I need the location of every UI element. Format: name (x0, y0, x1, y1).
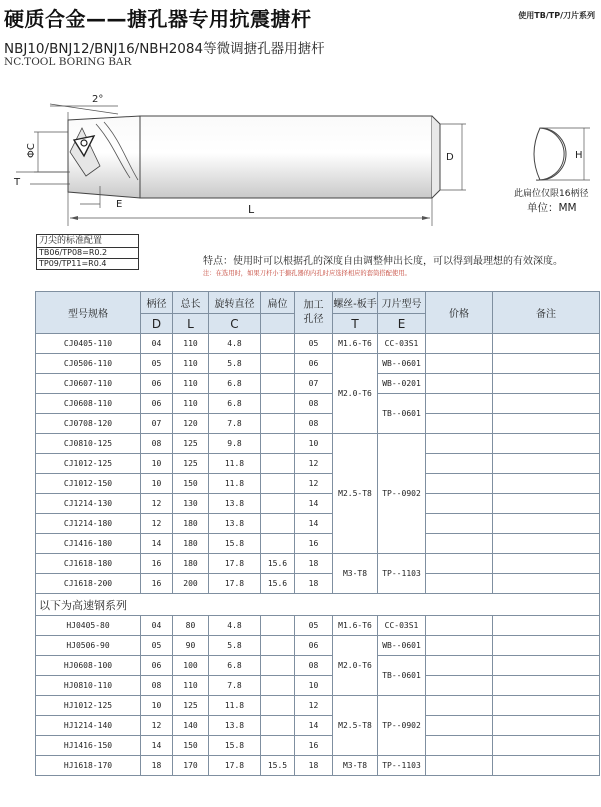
header-remark: 备注 (493, 292, 600, 334)
flat-cell (261, 494, 295, 514)
flat-cell (261, 716, 295, 736)
feature-text: 特点：使用时可以根据孔的深度自由调整伸出长度，可以得到最理想的有效深度。 (203, 256, 563, 267)
length-cell: 125 (173, 696, 209, 716)
flat-shank-note: 此扁位仅限16柄径 (514, 189, 589, 199)
insert-cell: TP--0902 (378, 696, 426, 756)
angle-label: 2° (92, 94, 104, 105)
header-l: L (173, 314, 209, 334)
remark-cell (493, 354, 600, 374)
tip-config-title: 刀尖的标准配置 (39, 236, 103, 246)
shank-cell: 05 (141, 636, 173, 656)
table-row (36, 554, 600, 574)
length-cell: 150 (173, 736, 209, 756)
model-cell: CJ1618-180 (36, 554, 141, 574)
shank-cell: 16 (141, 554, 173, 574)
remark-cell (493, 656, 600, 676)
shank-cell: 16 (141, 574, 173, 594)
model-cell: HJ1012-125 (36, 696, 141, 716)
hole-cell: 06 (295, 636, 333, 656)
price-cell (426, 414, 493, 434)
screw-cell: M3-T8 (333, 756, 378, 776)
table-row (36, 636, 600, 656)
table-row (36, 756, 600, 776)
hole-cell: 08 (295, 656, 333, 676)
flat-cell (261, 394, 295, 414)
model-cell: HJ1214-140 (36, 716, 141, 736)
header-model: 型号规格 (36, 292, 141, 334)
length-cell: 180 (173, 534, 209, 554)
swing-cell: 13.8 (209, 494, 261, 514)
header-flat: 扁位 (261, 292, 295, 314)
price-cell (426, 696, 493, 716)
remark-cell (493, 554, 600, 574)
swing-cell: 7.8 (209, 676, 261, 696)
price-cell (426, 474, 493, 494)
insert-cell: WB--0601 (378, 354, 426, 374)
length-cell: 180 (173, 554, 209, 574)
hole-cell: 14 (295, 514, 333, 534)
length-cell: 80 (173, 616, 209, 636)
model-cell: CJ0506-110 (36, 354, 141, 374)
price-cell (426, 354, 493, 374)
e-label: E (116, 199, 123, 210)
model-cell: CJ0405-110 (36, 334, 141, 354)
model-cell: CJ1214-180 (36, 514, 141, 534)
shank-cell: 04 (141, 616, 173, 636)
series-label: 使用TB/TP/刀片系列 (518, 11, 595, 20)
price-cell (426, 454, 493, 474)
shank-cell: 08 (141, 434, 173, 454)
table-row (36, 514, 600, 534)
hole-cell: 12 (295, 696, 333, 716)
price-cell (426, 554, 493, 574)
flat-cell (261, 676, 295, 696)
header-e: E (378, 314, 426, 334)
shank-cell: 14 (141, 736, 173, 756)
swing-cell: 17.8 (209, 574, 261, 594)
remark-cell (493, 494, 600, 514)
remark-cell (493, 414, 600, 434)
remark-cell (493, 616, 600, 636)
remark-cell (493, 454, 600, 474)
shank-cell: 10 (141, 474, 173, 494)
flat-cell (261, 736, 295, 756)
flat-cell (261, 616, 295, 636)
hole-cell: 08 (295, 394, 333, 414)
table-row (36, 434, 600, 454)
price-cell (426, 636, 493, 656)
screw-cell: M2.5-T8 (333, 434, 378, 554)
header-length: 总长 (173, 292, 209, 314)
header-c: C (209, 314, 261, 334)
flat-cell (261, 354, 295, 374)
remark-cell (493, 514, 600, 534)
swing-cell: 4.8 (209, 334, 261, 354)
model-cell: CJ1214-130 (36, 494, 141, 514)
flat-cell (261, 514, 295, 534)
flat-cell (261, 334, 295, 354)
hole-cell: 18 (295, 756, 333, 776)
price-cell (426, 514, 493, 534)
price-cell (426, 656, 493, 676)
length-cell: 110 (173, 676, 209, 696)
length-cell: 90 (173, 636, 209, 656)
price-cell (426, 434, 493, 454)
header-shank: 柄径 (141, 292, 173, 314)
model-cell: CJ1012-125 (36, 454, 141, 474)
length-cell: 125 (173, 434, 209, 454)
price-cell (426, 676, 493, 696)
table-row (36, 656, 600, 676)
hole-cell: 08 (295, 414, 333, 434)
english-subtitle: NC.TOOL BORING BAR (4, 56, 132, 68)
table-row (36, 616, 600, 636)
length-cell: 120 (173, 414, 209, 434)
swing-cell: 5.8 (209, 354, 261, 374)
swing-cell: 9.8 (209, 434, 261, 454)
swing-cell: 4.8 (209, 616, 261, 636)
length-cell: 150 (173, 474, 209, 494)
swing-cell: 7.8 (209, 414, 261, 434)
length-cell: 110 (173, 354, 209, 374)
model-cell: CJ0810-125 (36, 434, 141, 454)
table-row (36, 736, 600, 756)
model-cell: CJ0608-110 (36, 394, 141, 414)
hole-cell: 12 (295, 454, 333, 474)
shank-cell: 06 (141, 374, 173, 394)
flat-cell (261, 434, 295, 454)
insert-cell: TP--0902 (378, 434, 426, 554)
swing-cell: 13.8 (209, 514, 261, 534)
shank-cell: 06 (141, 394, 173, 414)
insert-cell: TB--0601 (378, 394, 426, 434)
hole-cell: 18 (295, 574, 333, 594)
length-cell: 110 (173, 394, 209, 414)
hole-cell: 16 (295, 534, 333, 554)
screw-cell: M3-T8 (333, 554, 378, 594)
flat-cell (261, 534, 295, 554)
table-row (36, 716, 600, 736)
hole-cell: 07 (295, 374, 333, 394)
tip-config-line: TP09/TP11=R0.4 (37, 258, 138, 269)
length-cell: 110 (173, 334, 209, 354)
flat-cell: 15.6 (261, 574, 295, 594)
phi-c-label: ΦC (26, 143, 37, 158)
price-cell (426, 394, 493, 414)
swing-cell: 13.8 (209, 716, 261, 736)
remark-cell (493, 736, 600, 756)
shank-cell: 05 (141, 354, 173, 374)
remark-cell (493, 334, 600, 354)
remark-cell (493, 676, 600, 696)
screw-cell: M1.6-T6 (333, 616, 378, 636)
table-row (36, 534, 600, 554)
header-d: D (141, 314, 173, 334)
model-cell: CJ1416-180 (36, 534, 141, 554)
remark-cell (493, 756, 600, 776)
length-cell: 110 (173, 374, 209, 394)
swing-cell: 17.8 (209, 554, 261, 574)
t-label: T (14, 177, 21, 188)
header-hole: 加工孔径 (295, 292, 333, 334)
swing-cell: 11.8 (209, 696, 261, 716)
remark-cell (493, 696, 600, 716)
swing-cell: 15.8 (209, 534, 261, 554)
insert-cell: TP--1103 (378, 554, 426, 594)
hole-cell: 14 (295, 494, 333, 514)
hole-cell: 18 (295, 554, 333, 574)
shank-cell: 04 (141, 334, 173, 354)
shank-cell: 18 (141, 756, 173, 776)
remark-cell (493, 574, 600, 594)
remark-cell (493, 534, 600, 554)
swing-cell: 6.8 (209, 656, 261, 676)
flat-cell (261, 656, 295, 676)
header-screw: 螺丝-板手 (333, 292, 378, 314)
length-cell: 180 (173, 514, 209, 534)
model-cell: CJ1012-150 (36, 474, 141, 494)
model-cell: CJ1618-200 (36, 574, 141, 594)
table-row (36, 354, 600, 374)
shank-cell: 14 (141, 534, 173, 554)
shank-cell: 12 (141, 514, 173, 534)
flat-cell (261, 636, 295, 656)
length-cell: 125 (173, 454, 209, 474)
hole-cell: 05 (295, 334, 333, 354)
hole-cell: 06 (295, 354, 333, 374)
price-cell (426, 374, 493, 394)
remark-cell (493, 394, 600, 414)
table-row (36, 414, 600, 434)
shank-cell: 08 (141, 676, 173, 696)
length-label: L (248, 203, 255, 216)
notice-text: 注：在选用时，如果刀杆小于搪孔器的内孔时应选择相应的套筒搭配使用。 (203, 270, 411, 277)
price-cell (426, 616, 493, 636)
insert-cell: TP--1103 (378, 756, 426, 776)
boring-bar-drawing (0, 80, 601, 232)
header-price: 价格 (426, 292, 493, 334)
hole-cell: 05 (295, 616, 333, 636)
hole-cell: 12 (295, 474, 333, 494)
remark-cell (493, 474, 600, 494)
remark-cell (493, 636, 600, 656)
hole-cell: 10 (295, 676, 333, 696)
table-row (36, 374, 600, 394)
swing-cell: 6.8 (209, 374, 261, 394)
price-cell (426, 716, 493, 736)
price-cell (426, 736, 493, 756)
table-row (36, 574, 600, 594)
flat-cell (261, 414, 295, 434)
model-cell: HJ1416-150 (36, 736, 141, 756)
screw-cell: M1.6-T6 (333, 334, 378, 354)
shank-cell: 12 (141, 494, 173, 514)
length-cell: 130 (173, 494, 209, 514)
hss-section-label: 以下为高速钢系列 (36, 594, 600, 616)
insert-cell: CC-03S1 (378, 334, 426, 354)
insert-cell: WB--0601 (378, 636, 426, 656)
model-cell: HJ0608-100 (36, 656, 141, 676)
flat-cell (261, 454, 295, 474)
price-cell (426, 334, 493, 354)
hss-section-row (36, 594, 600, 616)
table-row (36, 334, 600, 354)
shank-cell: 06 (141, 656, 173, 676)
model-cell: HJ0506-90 (36, 636, 141, 656)
header-flat-blank (261, 314, 295, 334)
flat-cell: 15.6 (261, 554, 295, 574)
shank-cell: 10 (141, 696, 173, 716)
price-cell (426, 756, 493, 776)
spec-table (35, 291, 600, 776)
swing-cell: 11.8 (209, 454, 261, 474)
model-cell: HJ0405-80 (36, 616, 141, 636)
shank-cell: 10 (141, 454, 173, 474)
hole-cell: 16 (295, 736, 333, 756)
price-cell (426, 534, 493, 554)
table-row (36, 696, 600, 716)
header-insert: 刀片型号 (378, 292, 426, 314)
swing-cell: 5.8 (209, 636, 261, 656)
tip-config-box (36, 234, 139, 270)
model-cell: CJ0607-110 (36, 374, 141, 394)
swing-cell: 11.8 (209, 474, 261, 494)
table-row (36, 494, 600, 514)
remark-cell (493, 716, 600, 736)
hole-cell: 14 (295, 716, 333, 736)
model-cell: HJ1618-170 (36, 756, 141, 776)
shank-cell: 12 (141, 716, 173, 736)
length-cell: 170 (173, 756, 209, 776)
remark-cell (493, 434, 600, 454)
screw-cell: M2.0-T6 (333, 354, 378, 434)
hole-cell: 10 (295, 434, 333, 454)
tip-config-line: TB06/TP08=R0.2 (37, 247, 138, 258)
flat-cell: 15.5 (261, 756, 295, 776)
unit-note: 单位：MM (527, 202, 577, 214)
flat-cell (261, 374, 295, 394)
table-row (36, 394, 600, 414)
length-cell: 100 (173, 656, 209, 676)
swing-cell: 6.8 (209, 394, 261, 414)
model-cell: CJ0708-120 (36, 414, 141, 434)
h-label: H (575, 150, 583, 161)
model-cell: HJ0810-110 (36, 676, 141, 696)
flat-cell (261, 474, 295, 494)
insert-cell: CC-03S1 (378, 616, 426, 636)
flat-cell (261, 696, 295, 716)
price-cell (426, 494, 493, 514)
remark-cell (493, 374, 600, 394)
insert-cell: TB--0601 (378, 656, 426, 696)
screw-cell: M2.0-T6 (333, 636, 378, 696)
table-row (36, 454, 600, 474)
swing-cell: 17.8 (209, 756, 261, 776)
table-row (36, 676, 600, 696)
header-swing: 旋转直径 (209, 292, 261, 314)
shank-cell: 07 (141, 414, 173, 434)
swing-cell: 15.8 (209, 736, 261, 756)
screw-cell: M2.5-T8 (333, 696, 378, 756)
header-t: T (333, 314, 378, 334)
length-cell: 200 (173, 574, 209, 594)
price-cell (426, 574, 493, 594)
length-cell: 140 (173, 716, 209, 736)
table-row (36, 474, 600, 494)
page-title: 硬质合金——搪孔器专用抗震搪杆 (4, 7, 312, 31)
insert-cell: WB--0201 (378, 374, 426, 394)
d-label: D (446, 152, 454, 163)
page-subtitle: NBJ10/BNJ12/BNJ16/NBH2084等微调搪孔器用搪杆 (4, 41, 325, 57)
